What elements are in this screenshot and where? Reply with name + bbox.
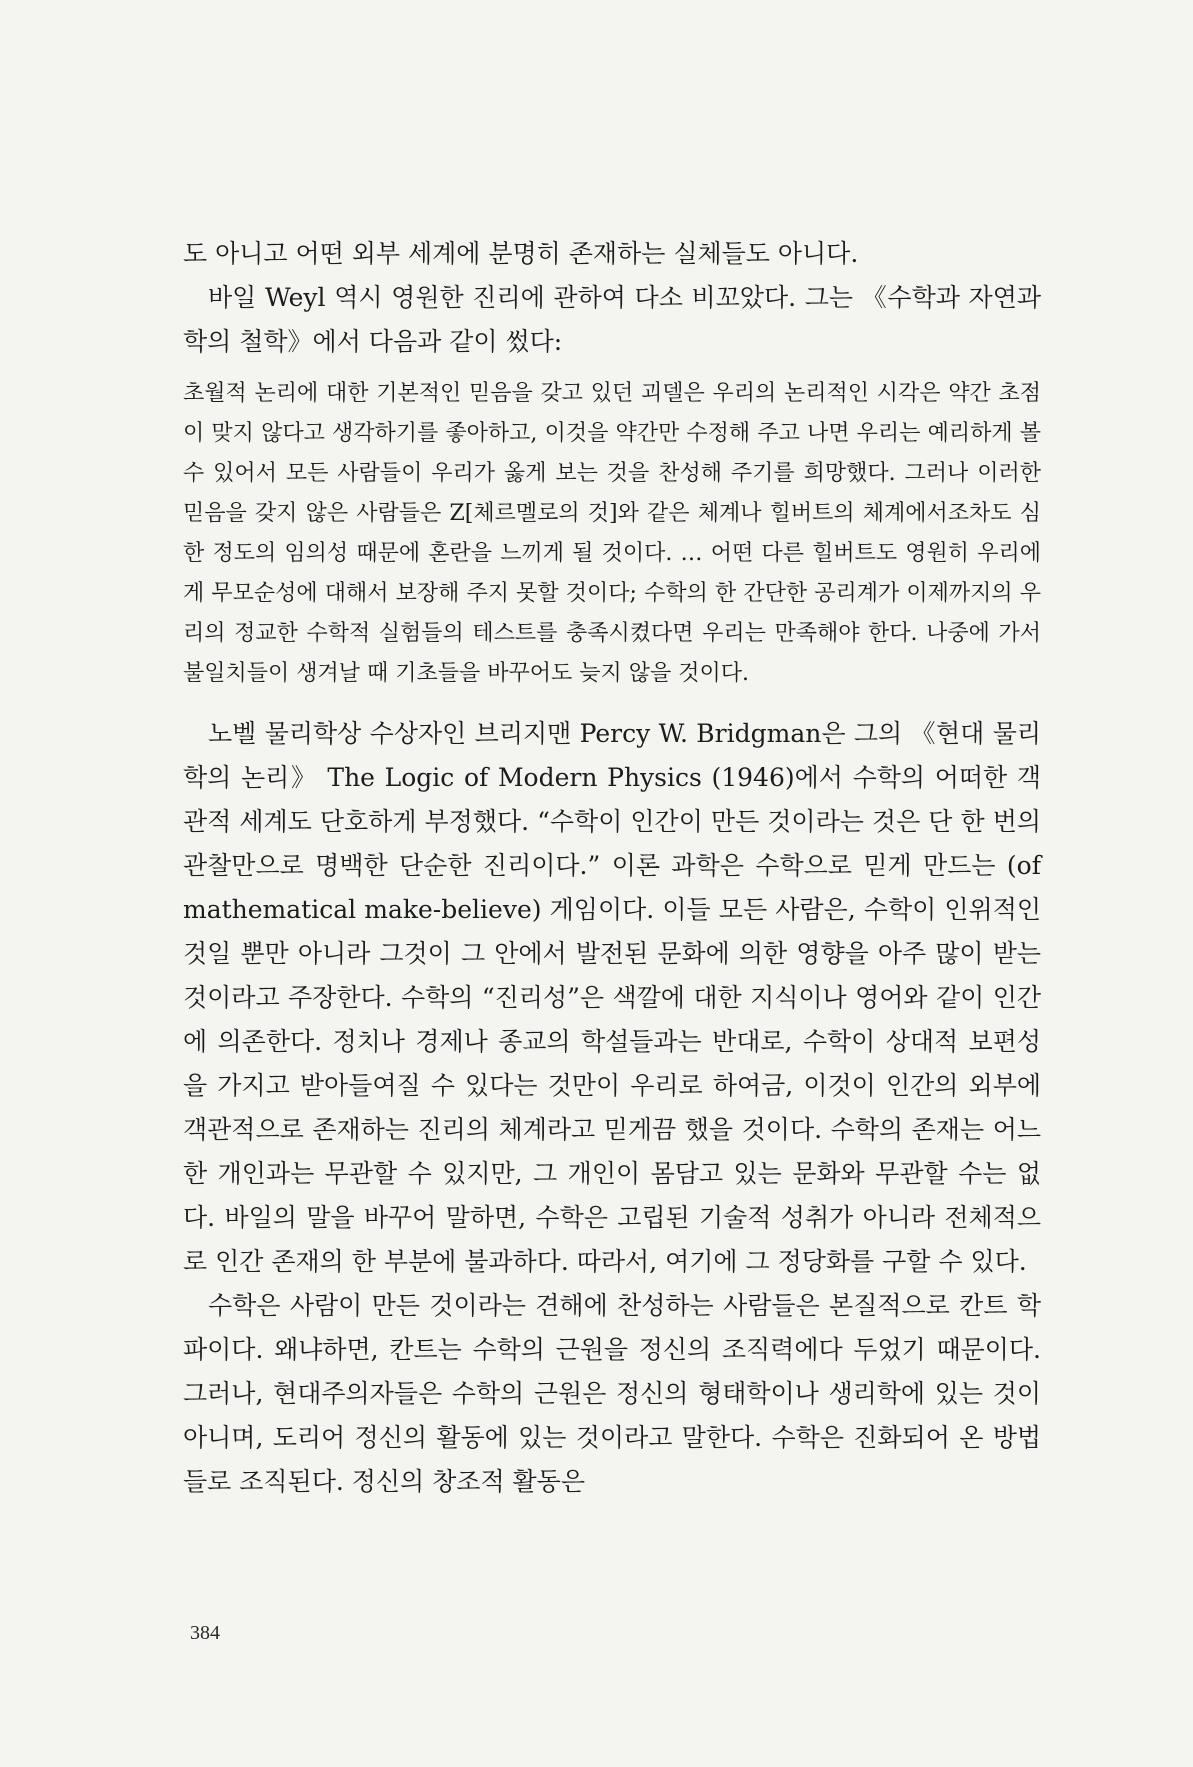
paragraph-kant: 수학은 사람이 만든 것이라는 견해에 찬성하는 사람들은 본질적으로 칸트 학파이다. 왜냐하면, 칸트는 수학의 근원을 정신의 조직력에다 두었기 때문이다. 그러나, 현대주의자들은 수학의 근원은 정신의 형태학이나 생리학에 있는 것이 아니며, 도리어 정신의 활동에 있는 것이라고 말한다. 수학은 진화되어 온 방법들로 조직된다. 정신의 창조적 활동은: [183, 1291, 1041, 1496]
paragraph-bridgman: 노벨 물리학상 수상자인 브리지맨 Percy W. Bridgman은 그의 《현대 물리학의 논리》 The Logic of Modern Physics (1946)에서 수학의 어떠한 객관적 세계도 단호하게 부정했다. “수학이 인간이 만든 것이라는 것은 단 한 번의 관찰만으로 명백한 단순한 진리이다.” 이론 과학은 수학으로 믿게 만드는 (of mathematical make-believe) 게임이다. 이들 모든 사람은, 수학이 인위적인 것일 뿐만 아니라 그것이 그 안에서 발전된 문화에 의한 영향을 아주 많이 받는 것이라고 주장한다. 수학의 “진리성”은 색깔에 대한 지식이나 영어와 같이 인간에 의존한다. 정치나 경제나 종교의 학설들과는 반대로, 수학이 상대적 보편성을 가지고 받아들여질 수 있다는 것만이 우리로 하여금, 이것이 인간의 외부에 객관적으로 존재하는 진리의 체계라고 믿게끔 했을 것이다. 수학의 존재는 어느 한 개인과는 무관할 수 있지만, 그 개인이 몸담고 있는 문화와 무관할 수는 없다. 바일의 말을 바꾸어 말하면, 수학은 고립된 기술적 성취가 아니라 전체적으로 인간 존재의 한 부분에 불과하다. 따라서, 여기에 그 정당화를 구할 수 있다.: [183, 719, 1041, 1276]
paragraph-continuation: 도 아니고 어떤 외부 세계에 분명히 존재하는 실체들도 아니다.: [183, 239, 859, 268]
block-quote: 초월적 논리에 대한 기본적인 믿음을 갖고 있던 괴델은 우리의 논리적인 시각은 약간 초점이 맞지 않다고 생각하기를 좋아하고, 이것을 약간만 수정해 주고 나면 우리는 예리하게 볼 수 있어서 모든 사람들이 우리가 옳게 보는 것을 찬성해 주기를 희망했다. 그러나 이러한 믿음을 갖지 않은 사람들은 Z[체르멜로의 것]와 같은 체계나 힐버트의 체계에서조차도 심한 정도의 임의성 때문에 혼란을 느끼게 될 것이다. … 어떤 다른 힐버트도 영원히 우리에게 무모순성에 대해서 보장해 주지 못할 것이다; 수학의 한 간단한 공리계가 이제까지의 우리의 정교한 수학적 실험들의 테스트를 충족시켰다면 우리는 만족해야 한다. 나중에 가서 불일치들이 생겨날 때 기초들을 바꾸어도 늦지 않을 것이다.: [183, 381, 1041, 686]
page-body: [183, 232, 1041, 1504]
page-number: 384: [190, 1622, 220, 1644]
paragraph-weyl: 바일 Weyl 역시 영원한 진리에 관하여 다소 비꼬았다. 그는 《수학과 자연과학의 철학》에서 다음과 같이 썼다:: [183, 283, 1041, 356]
